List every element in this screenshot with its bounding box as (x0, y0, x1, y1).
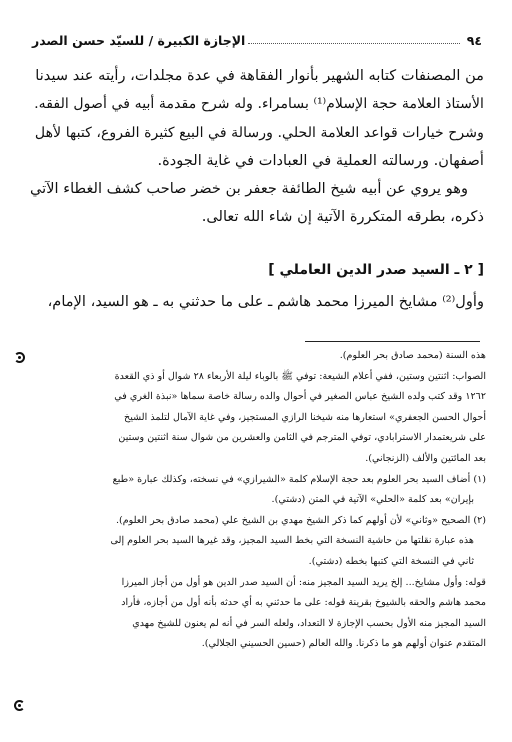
footnotes (30, 346, 486, 655)
footnote-line: على شريعتمدار الاسترابادي، توفي المترجم في الثامن والعشرين من شوال سنة اثنتين وستين (118, 432, 486, 444)
footnote-line: السيد المجيز منه الأول بحسب الإجازة لا التعداد، ولعله السر في أنه لم يعنون للشيخ مهدي (132, 617, 486, 629)
running-header (32, 28, 482, 48)
main-text (30, 62, 484, 232)
footnote-line: بعد المائتين والألف (الزنجاني). (365, 452, 486, 464)
footnote-line: المتقدم عنوان أولهم هو ما ذكرنا. والله العالم (حسين الحسيني الجلالي). (201, 638, 486, 650)
body-line: وشرح خيارات قواعد العلامة الحلي. ورسالة في البيع كثيرة الفروع، كتبها لأهل (34, 124, 484, 141)
body-line: من المصنفات كتابه الشهير بأنوار الفقاهة في عدة مجلدات، رأيته عند سيدنا (35, 67, 484, 84)
footnote-line: الصواب: اثنتين وستين، ففي أعلام الشيعة: توفي ﷺ بالوباء ليلة الأربعاء ٢٨ شوال أو ذي القعدة (114, 370, 486, 382)
body-line: وهو يروي عن أبيه شيخ الطائفة جعفر بن خضر صاحب كشف الغطاء الآتي (29, 180, 468, 198)
body-line: وأول⁽²⁾ مشايخ الميرزا محمد هاشم ـ على ما حدثني به ـ هو السيد، الإمام، (47, 293, 484, 310)
continuation-marker-icon (14, 700, 25, 711)
footnote-line: أحوال الحسن الجعفري» استعارها منه شيخنا الرازي المستجيز، وفي غاية الآمال لتلمذ الشيخ (124, 411, 486, 423)
footnote-line: ١٢٦٢ وقد كتب ولده الشيخ عباس الصغير في أحوال والده رسالة خاصة سماها «نبذة الغري في (114, 391, 486, 403)
running-title: الإجازة الكبيرة / للسيّد حسن الصدر (32, 33, 246, 48)
footnote-line: (١) أضاف السيد بحر العلوم بعد حجة الإسلام كلمة «الشيرازي» في نسخته، وكذلك عبارة «طبع (112, 473, 486, 485)
page-number: ٩٤ (466, 33, 482, 48)
footnote-line: قوله: وأول مشايخ... إلخ يريد السيد المجيز منه: أن السيد صدر الدين هو أول من أجاز الميرزا (121, 576, 486, 588)
footnote-line: محمد هاشم والحقه بالشيوخ بقرينة قوله: على ما حدثني به أي حدثه بأنه أول من أجازه، فأراد (121, 597, 486, 609)
footnote-line: بإيران» بعد كلمة «الحلي» الآتية في المتن (دشتي). (271, 494, 474, 506)
body-line: الأستاذ العلامة حجة الإسلام⁽¹⁾ بسامراء. وله شرح مقدمة أبيه في أصول الفقه. (34, 96, 484, 113)
footnote-line: هذه عبارة نقلتها من حاشية النسخة التي بخط السيد المجيز، وقد غيرها السيد بحر العلوم إلى (110, 535, 474, 547)
body-line: ذكره، بطرقه المتكررة الآتية إن شاء الله تعالى. (201, 208, 484, 226)
header-dotted-leader (248, 43, 459, 44)
footnote-line: هذه السنة (محمد صادق بحر العلوم). (339, 350, 486, 361)
continuation-marker-icon (14, 352, 25, 363)
footnote-line: (٢) الصحيح «وثاني» لأن أولهم كما ذكر الشيخ مهدي بن الشيخ علي (محمد صادق بحر العلوم). (115, 514, 486, 526)
body-line: أصفهان. ورسالته العملية في العبادات في غاية الجودة. (157, 151, 484, 169)
section-heading: [ ٢ ـ السيد صدر الدين العاملي ] (268, 262, 484, 278)
footnote-line: ثاني في النسخة التي كتبها بخطه (دشتي). (308, 555, 474, 567)
footnote-separator (305, 341, 480, 342)
